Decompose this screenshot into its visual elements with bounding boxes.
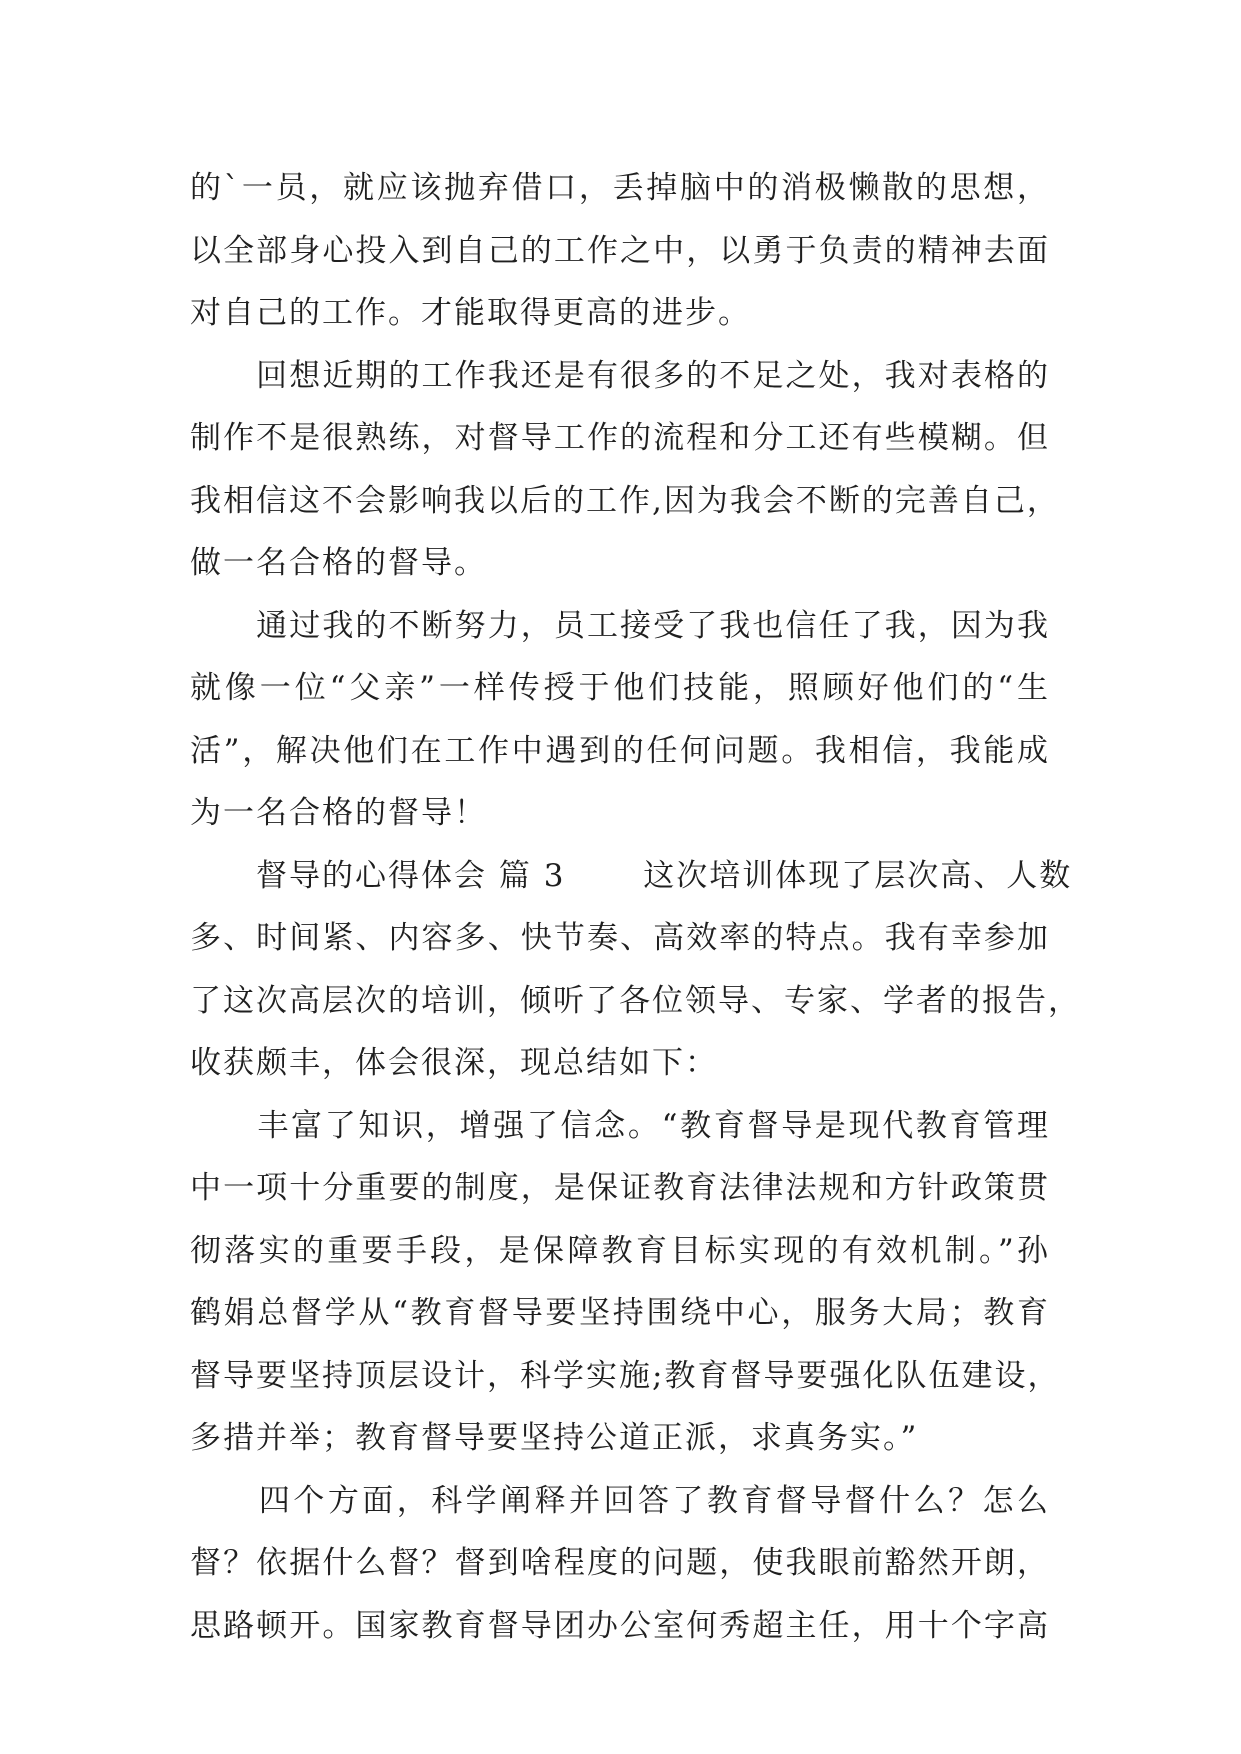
text-line: 为一名合格的督导！ [190, 795, 487, 831]
text-line: 做一名合格的督导。 [190, 545, 487, 581]
text-line: 思路顿开。国家教育督导团办公室何秀超主任，用十个字高 [190, 1607, 1050, 1644]
text-line: 的`一员，就应该抛弃借口，丢掉脑中的消极懒散的思想， [190, 170, 1050, 206]
text-line: 督导的心得体会 篇 3 这次培训体现了层次高、人数 [190, 857, 1073, 894]
text-line: 多措并举；教育督导要坚持公道正派，求真务实。” [190, 1420, 919, 1456]
text-line: 活”，解决他们在工作中遇到的任何问题。我相信，我能成 [190, 732, 1050, 769]
paragraph-3 [190, 595, 1050, 845]
text-line: 就像一位“父亲”一样传授于他们技能，照顾好他们的“生 [190, 670, 1050, 706]
paragraph-6 [190, 1470, 1050, 1658]
text-line: 收获颇丰，体会很深，现总结如下： [190, 1045, 718, 1081]
text-line: 我相信这不会影响我以后的工作,因为我会不断的完善自己， [190, 482, 1060, 519]
paragraph-2 [190, 345, 1060, 595]
paragraph-4 [190, 845, 1081, 1095]
text-line: 通过我的不断努力，员工接受了我也信任了我，因为我 [190, 607, 1050, 644]
paragraph-5 [190, 1095, 1061, 1470]
text-line: 督？依据什么督？督到啥程度的问题，使我眼前豁然开朗， [190, 1545, 1050, 1581]
document-body [190, 157, 1081, 1657]
paragraph-1 [190, 157, 1050, 345]
text-line: 了这次高层次的培训，倾听了各位领导、专家、学者的报告， [190, 982, 1081, 1019]
text-line: 以全部身心投入到自己的工作之中，以勇于负责的精神去面 [190, 232, 1050, 269]
text-line: 回想近期的工作我还是有很多的不足之处，我对表格的 [190, 357, 1050, 394]
text-line: 中一项十分重要的制度，是保证教育法律法规和方针政策贯 [190, 1170, 1050, 1206]
text-line: 丰富了知识，增强了信念。“教育督导是现代教育管理 [190, 1107, 1050, 1144]
text-line: 鹤娟总督学从“教育督导要坚持围绕中心，服务大局；教育 [190, 1295, 1050, 1331]
text-line: 制作不是很熟练，对督导工作的流程和分工还有些模糊。但 [190, 420, 1050, 456]
text-line: 四个方面，科学阐释并回答了教育督导督什么？怎么 [190, 1482, 1050, 1519]
text-line: 彻落实的重要手段，是保障教育目标实现的有效机制。”孙 [190, 1232, 1050, 1269]
text-line: 对自己的工作。才能取得更高的进步。 [190, 295, 751, 331]
text-line: 多、时间紧、内容多、快节奏、高效率的特点。我有幸参加 [190, 920, 1050, 956]
text-line: 督导要坚持顶层设计，科学实施;教育督导要强化队伍建设， [190, 1357, 1061, 1394]
